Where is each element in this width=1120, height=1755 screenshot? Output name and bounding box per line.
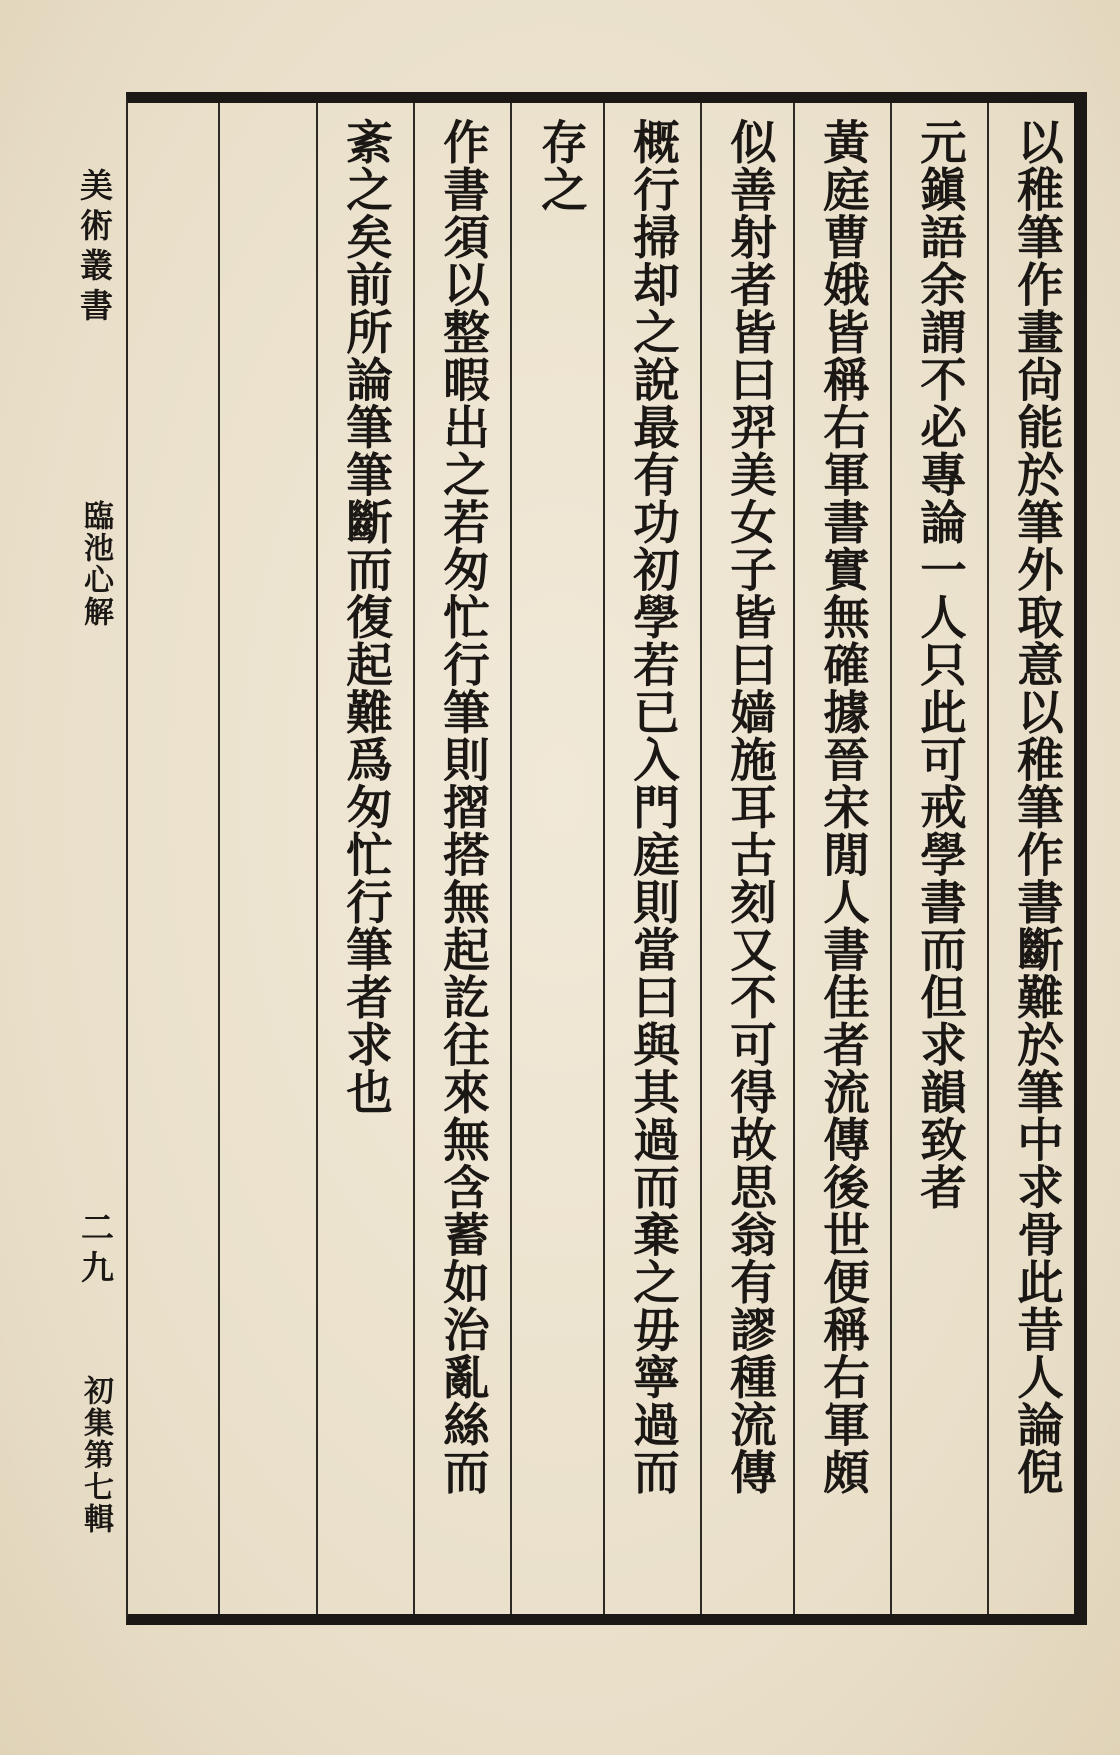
text-column-6: 存之	[534, 118, 589, 213]
column-divider	[987, 103, 989, 1614]
column-divider	[603, 103, 605, 1614]
text-column-5: 概行掃却之說最有功初學若已入門庭則當曰與其過而棄之毋寧過而	[626, 118, 681, 1496]
column-divider	[793, 103, 795, 1614]
text-column-2: 元鎭語余謂不必專論一人只此可戒學書而但求韻致者	[913, 118, 968, 1211]
page-number: 二九	[76, 1210, 115, 1290]
series-title: 美術叢書	[75, 168, 114, 328]
text-column-4: 似善射者皆曰羿美女子皆曰嫱施耳古刻又不可得故思翁有謬種流傳	[723, 118, 778, 1496]
column-divider	[413, 103, 415, 1614]
column-divider	[510, 103, 512, 1614]
text-column-7: 作書須以整暇出之若匆忙行筆則摺搭無起訖往來無含蓄如治亂絲而	[436, 118, 491, 1496]
column-divider	[890, 103, 892, 1614]
collection-label: 初集第七輯	[78, 1375, 113, 1535]
column-divider	[316, 103, 318, 1614]
work-title: 臨池心解	[78, 500, 113, 628]
column-divider	[218, 103, 220, 1614]
text-column-3: 黃庭曹娥皆稱右軍書實無確據晉宋閒人書佳者流傳後世便稱右軍頗	[816, 118, 871, 1496]
text-column-8: 紊之矣前所論筆筆斷而復起難爲匆忙行筆者求也	[339, 118, 394, 1116]
column-divider	[700, 103, 702, 1614]
text-column-1: 以稚筆作畫尙能於筆外取意以稚筆作書斷難於筆中求骨此昔人論倪	[1010, 118, 1065, 1496]
